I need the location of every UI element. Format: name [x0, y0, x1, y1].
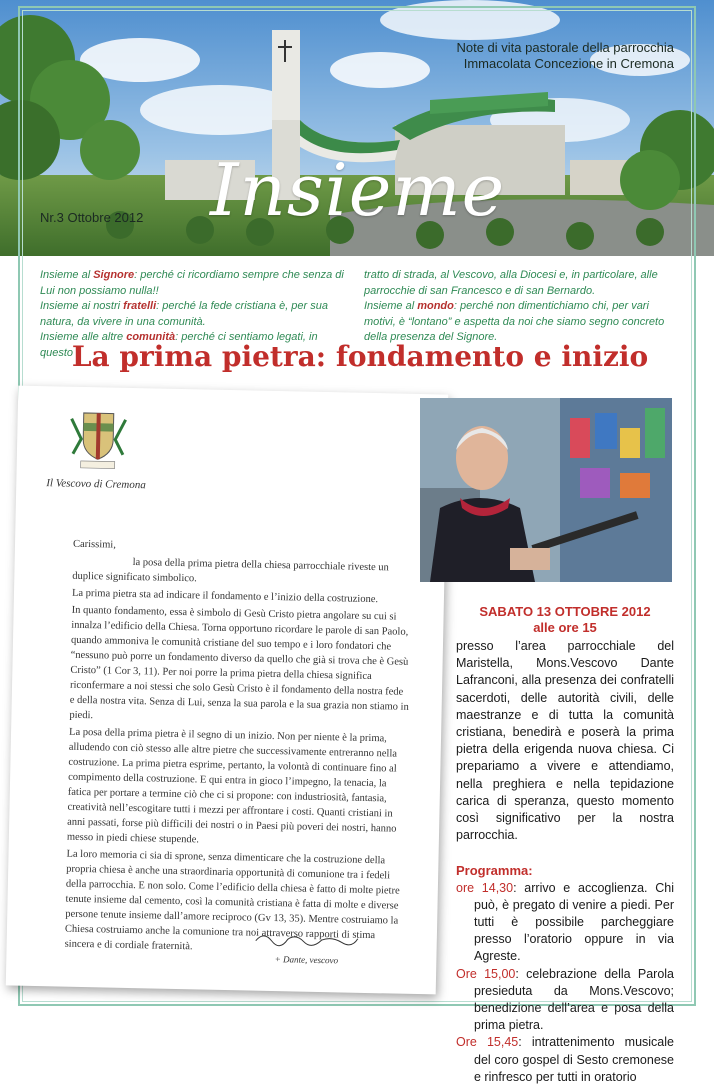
masthead-title: Insieme — [210, 148, 506, 232]
program-title: Programma: — [456, 863, 533, 879]
letter-paragraph: La prima pietra sta ad indicare il fondamento e l’inizio della costruzione. — [71, 587, 379, 606]
event-description: presso l’area parrocchiale del Maristella, Mons.Vescovo Dante Lafranconi, alla presenza dei confratelli sacerdoti, delle autorità civili, delle maestranze e di tutta la comunità cristiana, benedirà e poserà la prima pietra della erigenda nuova chiesa. Ci prepariamo a vivere e attendiamo, nella preghiera e nella tepidazione carica di speranza, questo momento così significativo per la nostra parrocchia. — [456, 639, 674, 843]
letter-office: Il Vescovo di Cremona — [46, 477, 146, 492]
letter-paragraph: La loro memoria ci sia di sprone, senza dimenticare che la costruzione della propria chiesa è anche una straordinaria opportunità di comunione tra i fedeli della parrocchia. E non solo. Come l’edificio della chiesa è fatto di molte pietre tenute insieme dal cemento, così la comunità cristiana è fatta di molte e diverse persone tenute insieme dall’amore reciproco (Gv 13, 35). Mentre costruiamo la Chiesa costruiamo anche la comunione tra noi attraverso rapporti di stima sincera e di cordiale fraternità. — [64, 848, 400, 953]
letter-paragraph: In quanto fondamento, essa è simbolo di Gesù Cristo pietra angolare su cui si innalza l’edificio della Chiesa. Torna opportuno ricordare le parole di san Paolo, quando ammoniva le comunità cristiane del suo tempo e i loro fondatori che “nessuno può porre un fondamento diverso da quello che già si trova che è Gesù Cristo” (1 Cor 3, 11). Per noi porre la prima pietra della chiesa significa riconfermare a noi stessi che solo Gesù Cristo è il fondamento della nostra fede e della nostra vita. Senza di Lui, senza la sua parola e la sua grazia non stiamo in piedi. — [69, 604, 409, 722]
letter-paragraph: la posa della prima pietra della chiesa parrocchiale riveste un duplice significato simbolico. — [72, 556, 389, 585]
program-item: Ore 15,00: celebrazione della Parola presieduta da Mons.Vescovo; benedizione dell’area e posa della prima pietra. — [456, 966, 674, 1033]
signature-text: + Dante, vescovo — [274, 954, 339, 966]
intro-column-2 — [364, 268, 676, 346]
intro-line-signore: Insieme al Signore: perché ci ricordiamo sempre che senza di Lui non possiamo nulla!! — [40, 269, 344, 297]
handwritten-signature-icon — [252, 929, 362, 949]
bishop-portrait-image — [420, 398, 672, 582]
intro-line-vescovo: tratto di strada, al Vescovo, alla Diocesi e, in particolare, alle parrocchie di san Francesco e di san Bernardo. — [364, 269, 658, 297]
tagline-line2: Immacolata Concezione in Cremona — [463, 56, 674, 71]
event-date: SABATO 13 OTTOBRE 2012 — [479, 604, 651, 619]
issue-number: Nr.3 Ottobre 2012 — [40, 210, 144, 225]
letter-paragraph: La posa della prima pietra è il segno di un inizio. Non per niente è la prima, alludendo con ciò stesso alle altre pietre che successivamente entreranno nella costruzione. La prima pietra esprime, pertanto, la volontà di continuare fino al compimento della costruzione. E qui entra in gioco l’impegno, la tenacia, la fatica per portare a termine ciò che ci si propone: con industriosità, fantasia, creatività nell’escogitare tutti i mezzi per affrontare i costi. Quanti cristiani in anni passati, forse più difficili dei nostri o in Paesi più poveri dei nostri, hanno messo in piedi chiese stupende. — [66, 726, 398, 846]
episcopal-crest-icon — [63, 409, 134, 470]
letter-paragraph: Carissimi, — [72, 538, 117, 551]
tagline-line1: Note di vita pastorale della parrocchia — [456, 40, 674, 55]
bishop-letter — [6, 386, 448, 995]
letter-signature — [246, 928, 367, 969]
program-item: ore 14,30: arrivo e accoglienza. Chi può, è pregato di venire a piedi. Per tutti è possibile parcheggiare presso l’oratorio oppure in via Agreste. — [456, 880, 674, 964]
intro-line-comunita: Insieme alle altre comunità: perché ci sentiamo legati, in questo — [40, 331, 318, 359]
event-time: alle ore 15 — [533, 620, 597, 635]
article-headline: La prima pietra: fondamento e inizio — [71, 340, 649, 373]
intro-line-fratelli: Insieme ai nostri fratelli: perché la fede cristiana è, per sua natura, da vivere in una comunità. — [40, 300, 328, 328]
bishop-photo — [420, 398, 672, 582]
intro-line-mondo: Insieme al mondo: perché non dimentichiamo chi, per vari motivi, è “lontano” e aspetta da noi che siamo segno concreto della presenza del Signore. — [364, 300, 665, 343]
program-item: Ore 15,45: intrattenimento musicale del coro gospel di Sesto cremonese e rinfresco per tutti in oratorio — [456, 1035, 674, 1084]
event-details — [456, 604, 674, 1086]
letter-body — [64, 537, 413, 961]
